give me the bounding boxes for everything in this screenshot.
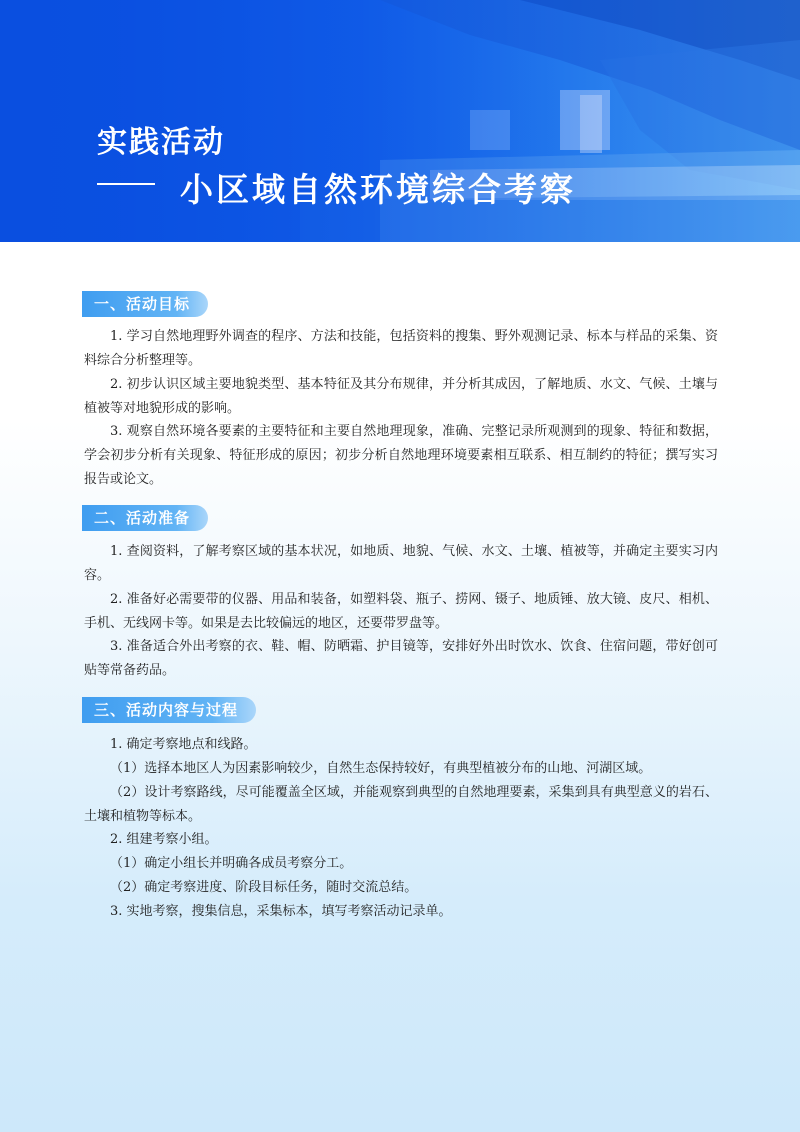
process-item-1-2: （2）设计考察路线，尽可能覆盖全区域，并能观察到典型的自然地理要素，采集到具有典型意义的岩石、土壤和植物等标本。 — [84, 785, 718, 824]
goal-paragraph-1: 1. 学习自然地理野外调查的程序、方法和技能，包括资料的搜集、野外观测记录、标本与样品的采集、资料综合分析整理等。 — [84, 329, 718, 368]
process-item-1: 1. 确定考察地点和线路。 — [110, 737, 257, 752]
section-heading-process: 三、活动内容与过程 — [82, 697, 256, 723]
header-banner — [0, 0, 800, 242]
activity-title: 实践活动 — [97, 125, 225, 160]
process-item-3: 3. 实地考察，搜集信息，采集标本，填写考察活动记录单。 — [110, 904, 452, 919]
goal-paragraph-3: 3. 观察自然环境各要素的主要特征和主要自然地理现象，准确、完整记录所观测到的现象、特征和数据，学会初步分析有关现象、特征形成的原因；初步分析自然地理环境要素相互联系、相互制约的特征；撰写实习报告或论文。 — [84, 424, 718, 487]
prep-paragraph-1: 1. 查阅资料，了解考察区域的基本状况，如地质、地貌、气候、水文、土壤、植被等，并确定主要实习内容。 — [84, 544, 718, 583]
prep-paragraph-2: 2. 准备好必需要带的仪器、用品和装备，如塑料袋、瓶子、捞网、镊子、地质锤、放大镜、皮尺、相机、手机、无线网卡等。如果是去比较偏远的地区，还要带罗盘等。 — [84, 592, 718, 631]
section-heading-goals: 一、活动目标 — [82, 291, 208, 317]
process-item-2-2: （2）确定考察进度、阶段目标任务，随时交流总结。 — [110, 880, 418, 895]
process-item-2-1: （1）确定小组长并明确各成员考察分工。 — [110, 856, 353, 871]
goal-paragraph-2: 2. 初步认识区域主要地貌类型、基本特征及其分布规律，并分析其成因，了解地质、水文、气候、土壤与植被等对地貌形成的影响。 — [84, 377, 718, 416]
prep-paragraph-3: 3. 准备适合外出考察的衣、鞋、帽、防晒霜、护目镜等，安排好外出时饮水、饮食、住宿问题，带好创可贴等常备药品。 — [84, 639, 718, 678]
process-item-2: 2. 组建考察小组。 — [110, 832, 218, 847]
activity-subtitle: 小区域自然环境综合考察 — [180, 170, 576, 209]
title-dash — [97, 183, 155, 185]
section-heading-preparation: 二、活动准备 — [82, 505, 208, 531]
process-item-1-1: （1）选择本地区人为因素影响较少，自然生态保持较好，有典型植被分布的山地、河湖区域。 — [110, 761, 652, 776]
